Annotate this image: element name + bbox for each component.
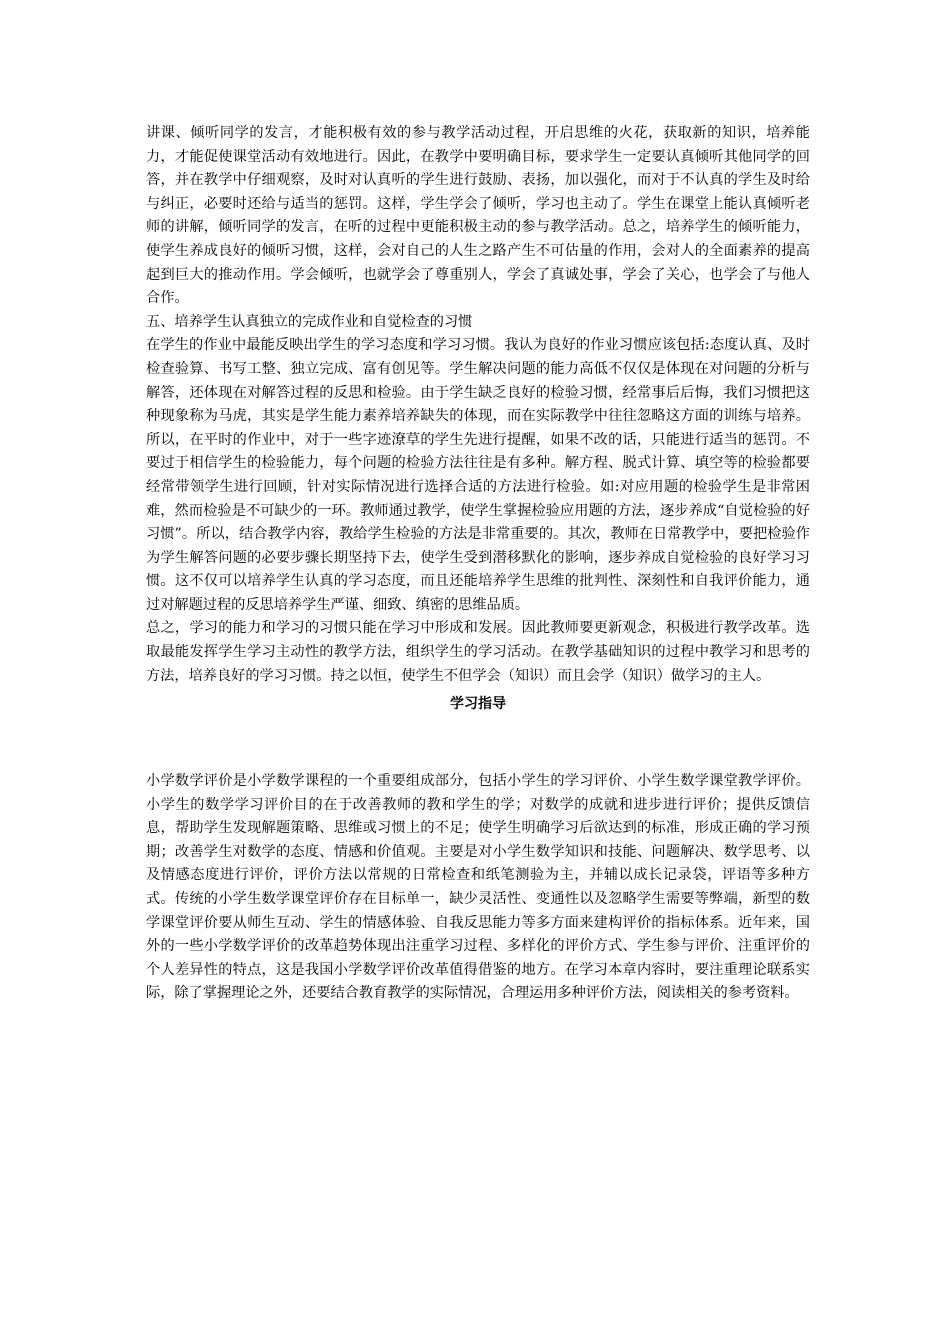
paragraph-summary: 总之，学习的能力和学习的习惯只能在学习中形成和发展。因此教师要更新观念，积极进行教学改革。选取最能发挥学生学习主动性的教学方法，组织学生的学习活动。在教学基础知识的过程中教学习和思考的方法，培养良好的学习习惯。持之以恒，使学生不但学会（知识）而且会学（知识）做学习的主人。 [146, 620, 810, 684]
section-two [146, 770, 810, 1006]
paragraph-listening: 讲课、倾听同学的发言，才能积极有效的参与教学活动过程，开启思维的火花，获取新的知识，培养能力，才能促使课堂活动有效地进行。因此，在教学中要明确目标，要求学生一定要认真倾听其他同学的回答，并在教学中仔细观察，及时对认真听的学生进行鼓励、表扬，加以强化，而对于不认真的学生及时给与纠正，必要时还给与适当的惩罚。这样，学生学会了倾听，学习也主动了。学生在课堂上能认真倾听老师的讲解，倾听同学的发言，在听的过程中更能积极主动的参与教学活动。总之，培养学生的倾听能力，使学生养成良好的倾听习惯，这样，会对自己的人生之路产生不可估量的作用，会对人的全面素养的提高起到巨大的推动作用。学会倾听，也就学会了尊重别人，学会了真诚处事，学会了关心，也学会了与他人合作。 [146, 125, 810, 307]
section-title-study-guide: 学习指导 [450, 696, 506, 712]
heading-five-homework-habits: 五、培养学生认真独立的完成作业和自觉检查的习惯 [146, 313, 473, 330]
paragraph-evaluation: 小学数学评价是小学数学课程的一个重要组成部分，包括小学生的学习评价、小学生数学课堂教学评价。小学生的数学学习评价目的在于改善教师的教和学生的学；对数学的成就和进步进行评价；提供反馈信息，帮助学生发现解题策略、思维或习惯上的不足；使学生明确学习后欲达到的标准，形成正确的学习预期；改善学生对数学的态度、情感和价值观。主要是对小学生数学知识和技能、问题解决、数学思考、以及情感态度进行评价，评价方法以常规的日常检查和纸笔测验为主，并辅以成长记录袋，评语等多种方式。传统的小学生数学课堂评价存在目标单一，缺少灵活性、变通性以及忽略学生需要等弊端，新型的数学课堂评价要从师生互动、学生的情感体验、自我反思能力等多方面来建构评价的指标体系。近年来，国外的一些小学数学评价的改革趋势体现出注重学习过程、多样化的评价方式、学生参与评价、注重评价的个人差异性的特点，这是我国小学数学评价改革值得借鉴的地方。在学习本章内容时，要注重理论联系实际，除了掌握理论之外，还要结合教育教学的实际情况，合理运用多种评价方法，阅读相关的参考资料。 [146, 773, 810, 1002]
paragraph-homework: 在学生的作业中最能反映出学生的学习态度和学习习惯。我认为良好的作业习惯应该包括:态度认真、及时检查验算、书写工整、独立完成、富有创见等。学生解决问题的能力高低不仅仅是体现在对问题的分析与解答，还体现在对解答过程的反思和检验。由于学生缺乏良好的检验习惯，经常事后后悔，我们习惯把这种现象称为马虎，其实是学生能力素养培养缺失的体现，而在实际教学中往往忽略这方面的训练与培养。所以，在平时的作业中，对于一些字迹潦草的学生先进行提醒，如果不改的话，只能进行适当的惩罚。不要过于相信学生的检验能力，每个问题的检验方法往往是有多种。解方程、脱式计算、填空等的检验都要经常带领学生进行回顾，针对实际情况进行选择合适的方法进行检验。如:对应用题的检验学生是非常困难，然而检验是不可缺少的一环。教师通过教学，使学生掌握检验应用题的方法，逐步养成“自觉检验的好习惯”。所以，结合教学内容，教给学生检验的方法是非常重要的。其次，教师在日常教学中，要把检验作为学生解答问题的必要步骤长期坚持下去，使学生受到潜移默化的影响，逐步养成自觉检验的良好学习习惯。这不仅可以培养学生认真的学习态度，而且还能培养学生思维的批判性、深刻性和自我评价能力，通过对解题过程的反思培养学生严谨、细致、缜密的思维品质。 [146, 337, 810, 613]
section-one [146, 122, 810, 688]
